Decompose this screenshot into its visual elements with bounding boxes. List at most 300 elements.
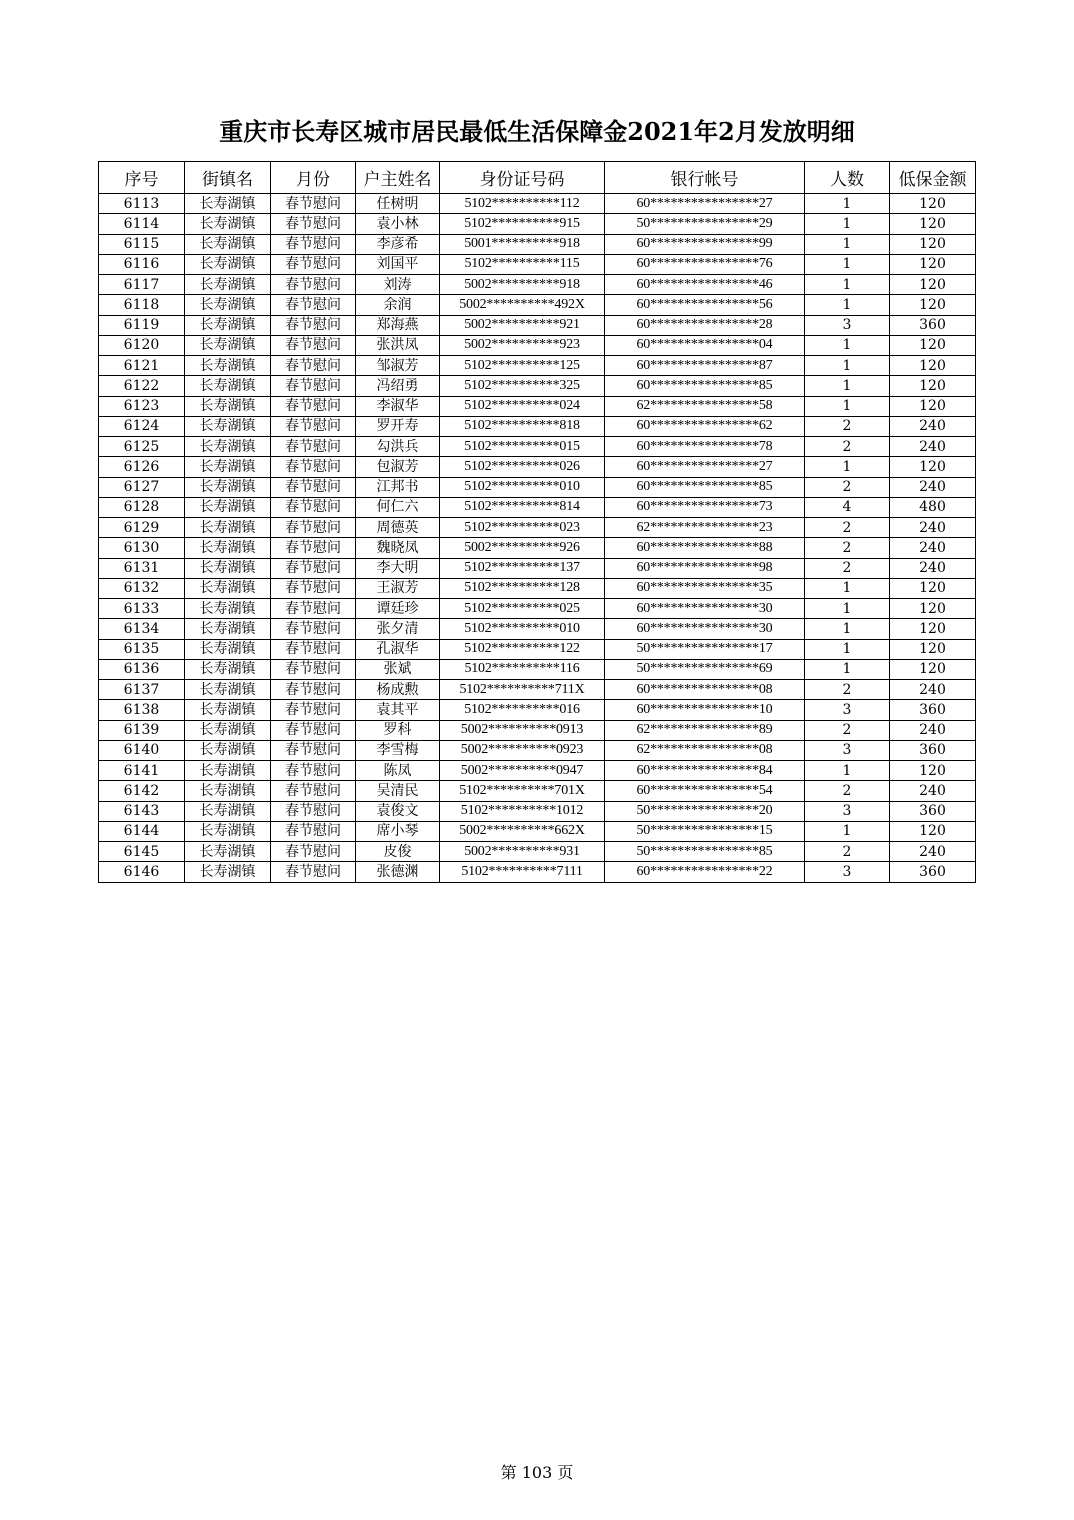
header-col-householder: 户主姓名 — [356, 162, 440, 194]
col-month-cell: 春节慰问 — [271, 457, 356, 477]
col-bank-account-cell: 50****************17 — [605, 639, 805, 659]
col-seq-cell: 6130 — [99, 538, 185, 558]
col-id-number-cell: 5001**********918 — [440, 234, 605, 254]
col-persons-cell: 3 — [805, 862, 890, 882]
col-month-cell: 春节慰问 — [271, 862, 356, 882]
col-householder-cell: 张德渊 — [356, 862, 440, 882]
col-town-cell: 长寿湖镇 — [185, 396, 271, 416]
col-seq-cell: 6145 — [99, 842, 185, 862]
col-id-number-cell: 5002**********0947 — [440, 761, 605, 781]
col-seq-cell: 6132 — [99, 578, 185, 598]
col-persons-cell: 2 — [805, 477, 890, 497]
col-seq-cell: 6140 — [99, 740, 185, 760]
col-town-cell: 长寿湖镇 — [185, 781, 271, 801]
col-persons-cell: 1 — [805, 599, 890, 619]
col-persons-cell: 2 — [805, 538, 890, 558]
col-householder-cell: 张洪凤 — [356, 335, 440, 355]
col-id-number-cell: 5002**********918 — [440, 275, 605, 295]
col-month-cell: 春节慰问 — [271, 376, 356, 396]
col-month-cell: 春节慰问 — [271, 599, 356, 619]
col-persons-cell: 1 — [805, 275, 890, 295]
col-amount-cell: 120 — [890, 194, 976, 214]
col-amount-cell: 240 — [890, 518, 976, 538]
col-town-cell: 长寿湖镇 — [185, 740, 271, 760]
col-seq-cell: 6121 — [99, 356, 185, 376]
col-persons-cell: 3 — [805, 700, 890, 720]
col-bank-account-cell: 60****************85 — [605, 477, 805, 497]
col-seq-cell: 6123 — [99, 396, 185, 416]
col-town-cell: 长寿湖镇 — [185, 619, 271, 639]
col-bank-account-cell: 60****************30 — [605, 599, 805, 619]
col-month-cell: 春节慰问 — [271, 234, 356, 254]
col-month-cell: 春节慰问 — [271, 659, 356, 679]
col-persons-cell: 1 — [805, 234, 890, 254]
col-id-number-cell: 5102**********7111 — [440, 862, 605, 882]
col-id-number-cell: 5002**********923 — [440, 335, 605, 355]
col-town-cell: 长寿湖镇 — [185, 214, 271, 234]
col-amount-cell: 120 — [890, 356, 976, 376]
col-seq-cell: 6141 — [99, 761, 185, 781]
table-row — [99, 740, 976, 760]
col-persons-cell: 2 — [805, 416, 890, 436]
col-id-number-cell: 5102**********016 — [440, 700, 605, 720]
table-body — [99, 194, 976, 883]
col-householder-cell: 李淑华 — [356, 396, 440, 416]
table-row — [99, 315, 976, 335]
col-month-cell: 春节慰问 — [271, 356, 356, 376]
col-id-number-cell: 5002**********926 — [440, 538, 605, 558]
col-persons-cell: 1 — [805, 761, 890, 781]
col-month-cell: 春节慰问 — [271, 214, 356, 234]
col-amount-cell: 120 — [890, 578, 976, 598]
col-bank-account-cell: 50****************15 — [605, 821, 805, 841]
col-seq-cell: 6128 — [99, 497, 185, 517]
header-col-seq: 序号 — [99, 162, 185, 194]
col-month-cell: 春节慰问 — [271, 821, 356, 841]
col-householder-cell: 何仁六 — [356, 497, 440, 517]
header-col-persons: 人数 — [805, 162, 890, 194]
col-seq-cell: 6131 — [99, 558, 185, 578]
table-row — [99, 194, 976, 214]
col-amount-cell: 120 — [890, 457, 976, 477]
col-month-cell: 春节慰问 — [271, 295, 356, 315]
table-row — [99, 558, 976, 578]
col-town-cell: 长寿湖镇 — [185, 497, 271, 517]
col-bank-account-cell: 60****************27 — [605, 457, 805, 477]
col-month-cell: 春节慰问 — [271, 578, 356, 598]
col-town-cell: 长寿湖镇 — [185, 761, 271, 781]
table-row — [99, 659, 976, 679]
table-row — [99, 720, 976, 740]
col-persons-cell: 2 — [805, 720, 890, 740]
col-id-number-cell: 5102**********137 — [440, 558, 605, 578]
col-bank-account-cell: 60****************85 — [605, 376, 805, 396]
col-persons-cell: 1 — [805, 619, 890, 639]
col-month-cell: 春节慰问 — [271, 315, 356, 335]
col-householder-cell: 孔淑华 — [356, 639, 440, 659]
col-amount-cell: 120 — [890, 254, 976, 274]
table-row — [99, 639, 976, 659]
table-row — [99, 335, 976, 355]
col-persons-cell: 1 — [805, 356, 890, 376]
col-month-cell: 春节慰问 — [271, 680, 356, 700]
table-row — [99, 619, 976, 639]
col-town-cell: 长寿湖镇 — [185, 558, 271, 578]
col-householder-cell: 杨成勲 — [356, 680, 440, 700]
table-row — [99, 497, 976, 517]
col-town-cell: 长寿湖镇 — [185, 335, 271, 355]
table-row — [99, 376, 976, 396]
col-town-cell: 长寿湖镇 — [185, 659, 271, 679]
col-bank-account-cell: 50****************20 — [605, 801, 805, 821]
table-row — [99, 356, 976, 376]
table-header-row — [99, 162, 976, 194]
col-bank-account-cell: 60****************62 — [605, 416, 805, 436]
col-householder-cell: 谭廷珍 — [356, 599, 440, 619]
col-town-cell: 长寿湖镇 — [185, 599, 271, 619]
col-month-cell: 春节慰问 — [271, 538, 356, 558]
col-amount-cell: 240 — [890, 781, 976, 801]
table-row — [99, 396, 976, 416]
col-amount-cell: 120 — [890, 639, 976, 659]
table-row — [99, 801, 976, 821]
col-id-number-cell: 5102**********024 — [440, 396, 605, 416]
table-row — [99, 700, 976, 720]
col-month-cell: 春节慰问 — [271, 275, 356, 295]
col-town-cell: 长寿湖镇 — [185, 801, 271, 821]
col-month-cell: 春节慰问 — [271, 720, 356, 740]
col-bank-account-cell: 60****************35 — [605, 578, 805, 598]
page-number: 第 103 页 — [500, 1463, 574, 1482]
col-seq-cell: 6144 — [99, 821, 185, 841]
col-town-cell: 长寿湖镇 — [185, 518, 271, 538]
col-householder-cell: 罗开寿 — [356, 416, 440, 436]
col-town-cell: 长寿湖镇 — [185, 254, 271, 274]
header-col-amount: 低保金额 — [890, 162, 976, 194]
col-bank-account-cell: 60****************10 — [605, 700, 805, 720]
table-row — [99, 518, 976, 538]
col-householder-cell: 任树明 — [356, 194, 440, 214]
col-householder-cell: 李雪梅 — [356, 740, 440, 760]
col-seq-cell: 6139 — [99, 720, 185, 740]
col-householder-cell: 袁俊文 — [356, 801, 440, 821]
col-id-number-cell: 5102**********115 — [440, 254, 605, 274]
col-amount-cell: 240 — [890, 416, 976, 436]
col-seq-cell: 6117 — [99, 275, 185, 295]
col-seq-cell: 6125 — [99, 437, 185, 457]
col-persons-cell: 2 — [805, 558, 890, 578]
col-amount-cell: 120 — [890, 295, 976, 315]
col-id-number-cell: 5102**********112 — [440, 194, 605, 214]
col-amount-cell: 240 — [890, 842, 976, 862]
col-seq-cell: 6118 — [99, 295, 185, 315]
col-id-number-cell: 5102**********125 — [440, 356, 605, 376]
col-householder-cell: 王淑芳 — [356, 578, 440, 598]
col-seq-cell: 6136 — [99, 659, 185, 679]
col-bank-account-cell: 60****************28 — [605, 315, 805, 335]
col-bank-account-cell: 60****************30 — [605, 619, 805, 639]
header-col-month: 月份 — [271, 162, 356, 194]
col-bank-account-cell: 60****************04 — [605, 335, 805, 355]
col-town-cell: 长寿湖镇 — [185, 578, 271, 598]
col-month-cell: 春节慰问 — [271, 518, 356, 538]
col-householder-cell: 余润 — [356, 295, 440, 315]
col-householder-cell: 袁小林 — [356, 214, 440, 234]
table-row — [99, 295, 976, 315]
col-amount-cell: 240 — [890, 538, 976, 558]
col-town-cell: 长寿湖镇 — [185, 862, 271, 882]
col-town-cell: 长寿湖镇 — [185, 538, 271, 558]
col-bank-account-cell: 62****************08 — [605, 740, 805, 760]
header-col-bank-account: 银行帐号 — [605, 162, 805, 194]
col-persons-cell: 1 — [805, 335, 890, 355]
col-month-cell: 春节慰问 — [271, 396, 356, 416]
col-id-number-cell: 5102**********122 — [440, 639, 605, 659]
col-bank-account-cell: 60****************27 — [605, 194, 805, 214]
col-householder-cell: 周德英 — [356, 518, 440, 538]
document-title: 重庆市长寿区城市居民最低生活保障金2021年2月发放明细 — [219, 117, 855, 146]
col-persons-cell: 1 — [805, 295, 890, 315]
col-householder-cell: 刘国平 — [356, 254, 440, 274]
col-seq-cell: 6134 — [99, 619, 185, 639]
col-bank-account-cell: 62****************89 — [605, 720, 805, 740]
col-seq-cell: 6146 — [99, 862, 185, 882]
col-id-number-cell: 5002**********921 — [440, 315, 605, 335]
col-persons-cell: 1 — [805, 194, 890, 214]
col-seq-cell: 6122 — [99, 376, 185, 396]
col-bank-account-cell: 50****************69 — [605, 659, 805, 679]
col-town-cell: 长寿湖镇 — [185, 416, 271, 436]
col-amount-cell: 360 — [890, 740, 976, 760]
col-amount-cell: 120 — [890, 234, 976, 254]
table-row — [99, 538, 976, 558]
col-seq-cell: 6133 — [99, 599, 185, 619]
table-row — [99, 599, 976, 619]
col-householder-cell: 李大明 — [356, 558, 440, 578]
col-id-number-cell: 5102**********711X — [440, 680, 605, 700]
col-amount-cell: 240 — [890, 477, 976, 497]
col-persons-cell: 1 — [805, 396, 890, 416]
col-persons-cell: 1 — [805, 659, 890, 679]
col-persons-cell: 1 — [805, 376, 890, 396]
col-bank-account-cell: 60****************08 — [605, 680, 805, 700]
col-bank-account-cell: 62****************58 — [605, 396, 805, 416]
col-amount-cell: 120 — [890, 275, 976, 295]
col-seq-cell: 6143 — [99, 801, 185, 821]
col-month-cell: 春节慰问 — [271, 416, 356, 436]
table-row — [99, 578, 976, 598]
col-seq-cell: 6129 — [99, 518, 185, 538]
col-seq-cell: 6138 — [99, 700, 185, 720]
col-town-cell: 长寿湖镇 — [185, 457, 271, 477]
col-month-cell: 春节慰问 — [271, 781, 356, 801]
col-seq-cell: 6115 — [99, 234, 185, 254]
col-id-number-cell: 5002**********492X — [440, 295, 605, 315]
col-householder-cell: 袁其平 — [356, 700, 440, 720]
col-id-number-cell: 5102**********701X — [440, 781, 605, 801]
col-town-cell: 长寿湖镇 — [185, 295, 271, 315]
col-amount-cell: 120 — [890, 376, 976, 396]
col-bank-account-cell: 60****************56 — [605, 295, 805, 315]
table-row — [99, 214, 976, 234]
col-month-cell: 春节慰问 — [271, 477, 356, 497]
col-town-cell: 长寿湖镇 — [185, 315, 271, 335]
col-persons-cell: 3 — [805, 801, 890, 821]
col-id-number-cell: 5002**********931 — [440, 842, 605, 862]
col-seq-cell: 6120 — [99, 335, 185, 355]
col-town-cell: 长寿湖镇 — [185, 639, 271, 659]
table-row — [99, 254, 976, 274]
table-row — [99, 842, 976, 862]
col-seq-cell: 6137 — [99, 680, 185, 700]
table-row — [99, 457, 976, 477]
col-id-number-cell: 5002**********662X — [440, 821, 605, 841]
col-seq-cell: 6126 — [99, 457, 185, 477]
col-amount-cell: 120 — [890, 335, 976, 355]
col-persons-cell: 2 — [805, 680, 890, 700]
col-id-number-cell: 5102**********1012 — [440, 801, 605, 821]
col-amount-cell: 120 — [890, 821, 976, 841]
col-householder-cell: 郑海燕 — [356, 315, 440, 335]
col-persons-cell: 2 — [805, 842, 890, 862]
col-id-number-cell: 5102**********010 — [440, 619, 605, 639]
col-householder-cell: 席小琴 — [356, 821, 440, 841]
col-householder-cell: 冯绍勇 — [356, 376, 440, 396]
col-householder-cell: 邹淑芳 — [356, 356, 440, 376]
col-month-cell: 春节慰问 — [271, 639, 356, 659]
col-seq-cell: 6135 — [99, 639, 185, 659]
col-householder-cell: 罗科 — [356, 720, 440, 740]
col-persons-cell: 1 — [805, 821, 890, 841]
col-id-number-cell: 5102**********128 — [440, 578, 605, 598]
col-amount-cell: 240 — [890, 558, 976, 578]
col-month-cell: 春节慰问 — [271, 740, 356, 760]
col-bank-account-cell: 60****************99 — [605, 234, 805, 254]
col-householder-cell: 张夕清 — [356, 619, 440, 639]
col-month-cell: 春节慰问 — [271, 437, 356, 457]
col-persons-cell: 4 — [805, 497, 890, 517]
col-month-cell: 春节慰问 — [271, 558, 356, 578]
col-id-number-cell: 5102**********015 — [440, 437, 605, 457]
col-town-cell: 长寿湖镇 — [185, 842, 271, 862]
col-town-cell: 长寿湖镇 — [185, 356, 271, 376]
col-householder-cell: 江邦书 — [356, 477, 440, 497]
col-town-cell: 长寿湖镇 — [185, 376, 271, 396]
col-town-cell: 长寿湖镇 — [185, 194, 271, 214]
col-amount-cell: 120 — [890, 214, 976, 234]
col-month-cell: 春节慰问 — [271, 801, 356, 821]
col-bank-account-cell: 60****************76 — [605, 254, 805, 274]
col-id-number-cell: 5102**********116 — [440, 659, 605, 679]
col-householder-cell: 吴清民 — [356, 781, 440, 801]
table-row — [99, 862, 976, 882]
col-persons-cell: 1 — [805, 639, 890, 659]
col-bank-account-cell: 60****************78 — [605, 437, 805, 457]
col-householder-cell: 陈凤 — [356, 761, 440, 781]
col-town-cell: 长寿湖镇 — [185, 275, 271, 295]
col-id-number-cell: 5102**********023 — [440, 518, 605, 538]
col-amount-cell: 120 — [890, 396, 976, 416]
col-seq-cell: 6124 — [99, 416, 185, 436]
col-town-cell: 长寿湖镇 — [185, 234, 271, 254]
header-col-town: 街镇名 — [185, 162, 271, 194]
col-bank-account-cell: 50****************29 — [605, 214, 805, 234]
col-amount-cell: 360 — [890, 700, 976, 720]
col-persons-cell: 1 — [805, 457, 890, 477]
col-bank-account-cell: 60****************46 — [605, 275, 805, 295]
col-householder-cell: 魏晓凤 — [356, 538, 440, 558]
col-persons-cell: 2 — [805, 781, 890, 801]
col-persons-cell: 2 — [805, 518, 890, 538]
table-row — [99, 781, 976, 801]
col-persons-cell: 1 — [805, 254, 890, 274]
col-bank-account-cell: 60****************73 — [605, 497, 805, 517]
col-bank-account-cell: 60****************87 — [605, 356, 805, 376]
col-amount-cell: 360 — [890, 315, 976, 335]
col-month-cell: 春节慰问 — [271, 700, 356, 720]
table-row — [99, 821, 976, 841]
col-month-cell: 春节慰问 — [271, 335, 356, 355]
col-persons-cell: 2 — [805, 437, 890, 457]
col-town-cell: 长寿湖镇 — [185, 700, 271, 720]
col-id-number-cell: 5002**********0923 — [440, 740, 605, 760]
col-amount-cell: 120 — [890, 619, 976, 639]
col-id-number-cell: 5102**********025 — [440, 599, 605, 619]
col-bank-account-cell: 60****************54 — [605, 781, 805, 801]
col-bank-account-cell: 60****************88 — [605, 538, 805, 558]
col-householder-cell: 李彦希 — [356, 234, 440, 254]
col-householder-cell: 皮俊 — [356, 842, 440, 862]
col-householder-cell: 张斌 — [356, 659, 440, 679]
col-town-cell: 长寿湖镇 — [185, 437, 271, 457]
col-town-cell: 长寿湖镇 — [185, 821, 271, 841]
col-month-cell: 春节慰问 — [271, 619, 356, 639]
col-householder-cell: 刘涛 — [356, 275, 440, 295]
col-seq-cell: 6127 — [99, 477, 185, 497]
table-row — [99, 477, 976, 497]
table-row — [99, 234, 976, 254]
col-amount-cell: 240 — [890, 680, 976, 700]
col-id-number-cell: 5002**********0913 — [440, 720, 605, 740]
col-id-number-cell: 5102**********325 — [440, 376, 605, 396]
col-month-cell: 春节慰问 — [271, 497, 356, 517]
col-seq-cell: 6114 — [99, 214, 185, 234]
col-seq-cell: 6116 — [99, 254, 185, 274]
benefit-table — [98, 161, 976, 883]
col-seq-cell: 6113 — [99, 194, 185, 214]
col-amount-cell: 360 — [890, 862, 976, 882]
header-col-id-number: 身份证号码 — [440, 162, 605, 194]
col-persons-cell: 3 — [805, 315, 890, 335]
col-seq-cell: 6119 — [99, 315, 185, 335]
col-id-number-cell: 5102**********010 — [440, 477, 605, 497]
col-bank-account-cell: 50****************85 — [605, 842, 805, 862]
col-seq-cell: 6142 — [99, 781, 185, 801]
col-persons-cell: 1 — [805, 578, 890, 598]
col-month-cell: 春节慰问 — [271, 842, 356, 862]
col-persons-cell: 1 — [805, 214, 890, 234]
col-town-cell: 长寿湖镇 — [185, 680, 271, 700]
col-householder-cell: 勾洪兵 — [356, 437, 440, 457]
col-month-cell: 春节慰问 — [271, 194, 356, 214]
col-amount-cell: 120 — [890, 659, 976, 679]
col-id-number-cell: 5102**********814 — [440, 497, 605, 517]
col-id-number-cell: 5102**********818 — [440, 416, 605, 436]
table-row — [99, 761, 976, 781]
col-amount-cell: 240 — [890, 720, 976, 740]
col-id-number-cell: 5102**********026 — [440, 457, 605, 477]
col-month-cell: 春节慰问 — [271, 254, 356, 274]
